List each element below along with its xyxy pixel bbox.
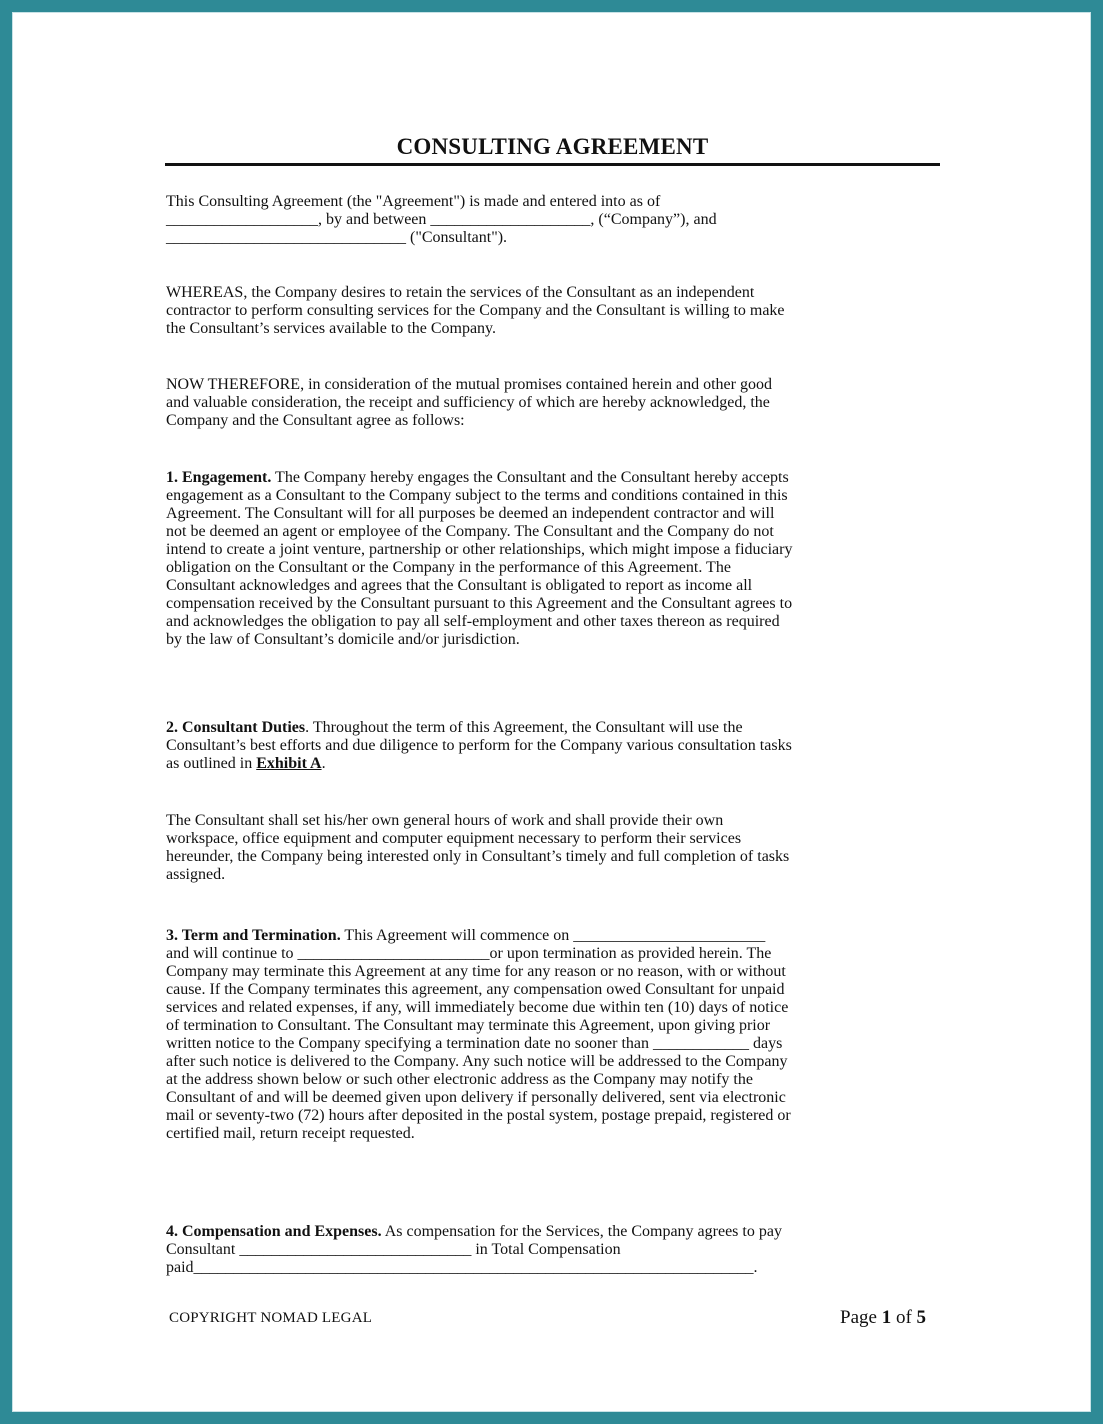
section-2-body: . Throughout the term of this Agreement, the Consultant will use the Consultant’s best efforts and due diligence to perform for the Company various consultation tasks as outlined in [166,719,792,772]
whereas-paragraph: WHEREAS, the Company desires to retain the services of the Consultant as an independent contractor to perform consulting services for the Company and the Consultant is willing to make the Consultant’s services available to the Company. [166,284,785,337]
intro-line-2: ___________________, by and between ____________________, (“Company”), and [166,211,717,228]
intro-line-1: This Consulting Agreement (the "Agreement") is made and entered into as of [166,193,661,210]
section-1-body: The Company hereby engages the Consultant and the Consultant hereby accepts engagement as a Consultant to the Company subject to the terms and conditions contained in this Agreement. The Consultant will for all purposes be deemed an independent contractor and will not be deemed an agent or employee of the Company. The Consultant and the Company do not intend to create a joint venture, partnership or other relationships, which might impose a fiduciary obligation on the Consultant or the Company in the performance of this Agreement. The Consultant acknowledges and agrees that the Consultant is obligated to report as income all compensation received by the Consultant pursuant to this Agreement and the Consultant agrees to and acknowledges the obligation to pay all self-employment and other taxes thereon as required by the law of Consultant’s domicile and/or jurisdiction. [166,469,793,648]
section-3-heading: 3. Term and Termination. [166,927,341,944]
title-rule [165,163,940,166]
document-title: CONSULTING AGREEMENT [396,134,709,159]
section-1-heading: 1. Engagement. [166,469,272,486]
section-3-body: This Agreement will commence on ________________________ and will continue to ________________________or upon termination as provided herein. The Company may terminate this Agreement at any time for any reason or no reason, with or without cause. If the Company terminates this agreement, any compensation owed Consultant for unpaid services and related expenses, if any, will immediately become due within ten (10) days of notice of termination to Consultant. The Consultant may terminate this Agreement, upon giving prior written notice to the Company specifying a termination date no sooner than ____________ days after such notice is delivered to the Company. Any such notice will be addressed to the Company at the address shown below or such other electronic address as the Company may notify the Consultant of and will be deemed given upon delivery if personally delivered, sent via electronic mail or seventy-two (72) hours after deposited in the postal system, postage prepaid, registered or certified mail, return receipt requested. [166,927,791,1142]
section-compensation [166,1223,941,1277]
section-engagement [166,469,941,649]
intro-line-3: ______________________________ ("Consultant"). [166,229,508,246]
page-number [840,1307,926,1329]
section-4-heading: 4. Compensation and Expenses. [166,1223,382,1240]
exhibit-a-link[interactable]: Exhibit A [256,755,322,772]
section-term-termination [166,927,941,1143]
now-therefore-paragraph: NOW THEREFORE, in consideration of the mutual promises contained herein and other good and valuable consideration, the receipt and sufficiency of which are hereby acknowledged, the Company and the Consultant agree as follows: [166,376,772,429]
section-2-end: . [321,755,326,772]
page-total: 5 [916,1307,927,1328]
page-of: of [891,1307,917,1328]
section-4-body: As compensation for the Services, the Company agrees to pay Consultant _____________________________ in Total Compensation paid______________________________________________________________________. [166,1223,782,1276]
page-prefix: Page [840,1307,882,1328]
intro-paragraph [166,193,941,247]
page-current: 1 [881,1307,892,1328]
section-consultant-duties [166,719,941,773]
copyright-notice: COPYRIGHT NOMAD LEGAL [169,1310,373,1326]
section-2-heading: 2. Consultant Duties [166,719,306,736]
section-2-paragraph-2: The Consultant shall set his/her own general hours of work and shall provide their own workspace, office equipment and computer equipment necessary to perform their services hereunder, the Company being interested only in Consultant’s timely and full completion of tasks assigned. [166,812,790,883]
